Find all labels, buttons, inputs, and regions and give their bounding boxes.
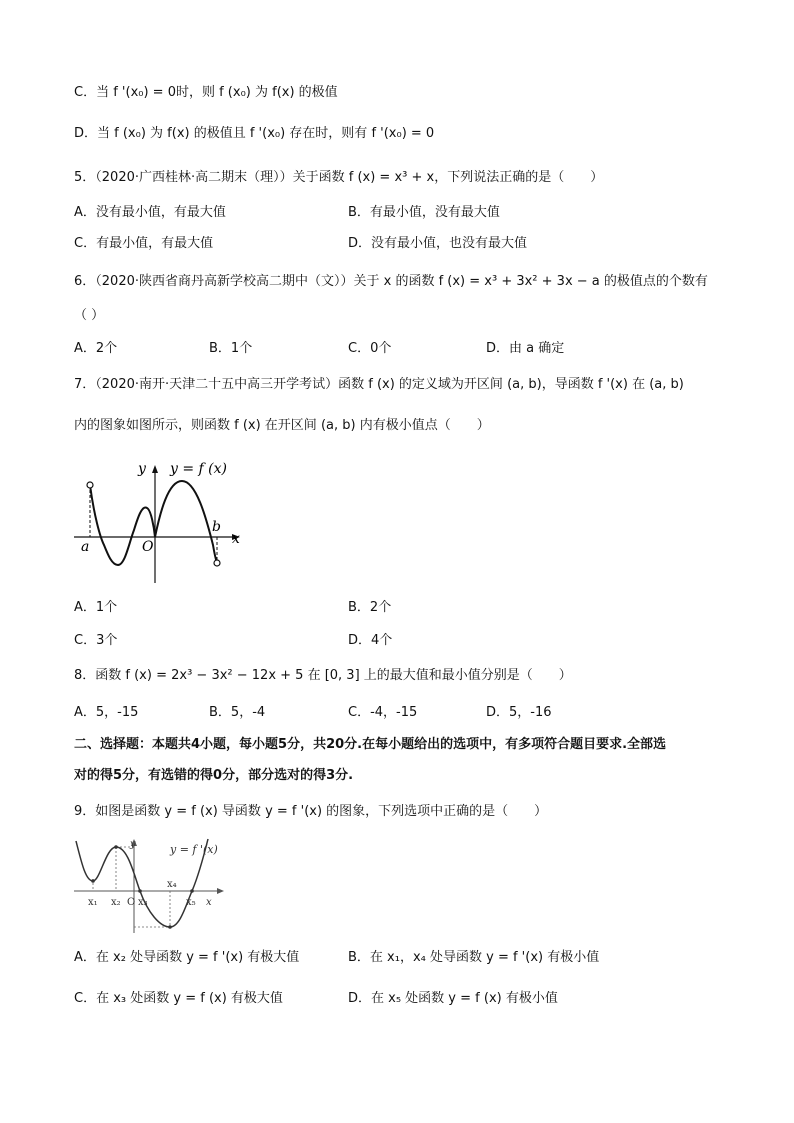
section-2-heading-cont: 对的得5分，有选错的得0分，部分选对的得3分. (74, 768, 354, 783)
label-curve: y = f '(x) (170, 843, 218, 856)
option-8a: A．5，-15 (74, 705, 139, 720)
label-x3: x₃ (138, 897, 148, 908)
point-x5 (190, 889, 194, 893)
option-6d: D．由 a 确定 (486, 341, 565, 356)
option-8b: B．5，-4 (209, 705, 266, 720)
option-9d: D．在 x₅ 处函数 y = f (x) 有极小值 (348, 991, 558, 1006)
option-6b: B．1个 (209, 341, 253, 356)
label-x5: x₅ (186, 897, 196, 908)
point-x2 (114, 845, 118, 849)
label-y: y (138, 461, 146, 477)
point-x1 (91, 879, 95, 883)
option-5b: B．有最小值，没有最大值 (348, 205, 500, 220)
option-9b: B．在 x₁，x₄ 处导函数 y = f '(x) 有极小值 (348, 950, 600, 965)
option-5a: A．没有最小值，有最大值 (74, 205, 226, 220)
option-7b: B．2个 (348, 600, 392, 615)
label-y: y (130, 839, 136, 850)
option-6c: C．0个 (348, 341, 392, 356)
question-6-paren: （ ） (74, 308, 105, 323)
option-5c: C．有最小值，有最大值 (74, 236, 214, 251)
question-5: 5．（2020·广西桂林·高二期末（理））关于函数 f (x) = x³ + x，下列说法正确的是（ ） (74, 170, 604, 185)
curve-f-prime (90, 481, 217, 565)
label-origin: O (127, 897, 136, 908)
option-5d: D．没有最小值，也没有最大值 (348, 236, 528, 251)
point-x4-min (168, 925, 172, 929)
option-6a: A．2个 (74, 341, 118, 356)
label-x2: x₂ (111, 897, 121, 908)
option-9a: A．在 x₂ 处导函数 y = f '(x) 有极大值 (74, 950, 300, 965)
x-axis-arrow (217, 888, 224, 894)
question-6: 6．（2020·陕西省商丹高新学校高二期中（文））关于 x 的函数 f (x) = x³ + 3x² + 3x − a 的极值点的个数有 (74, 274, 708, 289)
y-axis-arrow (152, 465, 158, 473)
label-a: a (81, 539, 90, 555)
option-4d: D．当 f (x₀) 为 f(x) 的极值且 f '(x₀) 存在时，则有 f '(x₀) = 0 (74, 126, 435, 141)
open-endpoint-a (87, 482, 93, 488)
label-x4: x₄ (167, 879, 177, 890)
figure-q9-derivative-graph (72, 835, 232, 935)
option-8d: D．5，-16 (486, 705, 552, 720)
label-b: b (212, 519, 221, 535)
question-7: 7．（2020·南开·天津二十五中高三开学考试）函数 f (x) 的定义域为开区间 (a, b)，导函数 f '(x) 在 (a, b) (74, 377, 684, 392)
question-7-cont: 内的图象如图所示，则函数 f (x) 在开区间 (a, b) 内有极小值点（ ） (74, 418, 490, 433)
point-x3 (138, 889, 142, 893)
figure-q7-derivative-graph (72, 455, 252, 590)
label-origin: O (142, 539, 154, 555)
option-9c: C．在 x₃ 处函数 y = f (x) 有极大值 (74, 991, 283, 1006)
label-x: x (232, 531, 240, 547)
label-x1: x₁ (88, 897, 98, 908)
open-endpoint-b (214, 560, 220, 566)
label-curve: y = f (x) (170, 461, 227, 477)
section-2-heading: 二、选择题：本题共4小题，每小题5分，共20分.在每小题给出的选项中，有多项符合题目要求.全部选 (74, 737, 667, 752)
question-9: 9．如图是函数 y = f (x) 导函数 y = f '(x) 的图象，下列选项中正确的是（ ） (74, 804, 548, 819)
option-4c: C．当 f '(x₀) = 0时，则 f (x₀) 为 f(x) 的极值 (74, 85, 338, 100)
question-8: 8．函数 f (x) = 2x³ − 3x² − 12x + 5 在 [0, 3] 上的最大值和最小值分别是（ ） (74, 668, 572, 683)
label-x: x (206, 897, 212, 908)
option-7a: A．1个 (74, 600, 118, 615)
option-7c: C．3个 (74, 633, 118, 648)
option-7d: D．4个 (348, 633, 393, 648)
option-8c: C．-4，-15 (348, 705, 418, 720)
